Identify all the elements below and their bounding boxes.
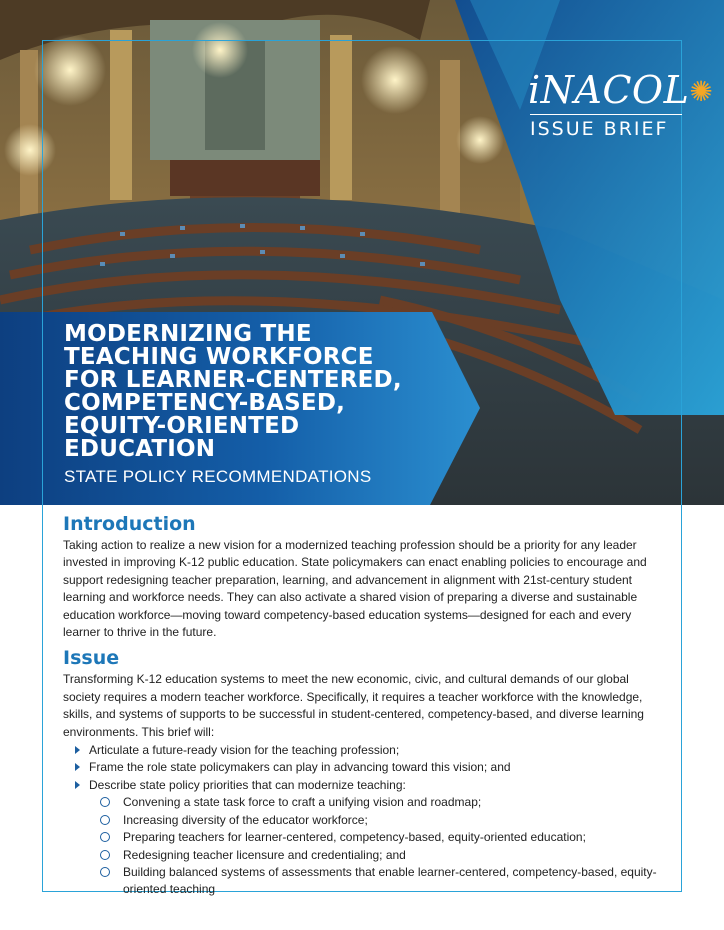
list-item-text: Building balanced systems of assessments that enable learner-centered, competency-based, equity-oriented teaching xyxy=(123,864,657,897)
list-item-text: Redesigning teacher licensure and credentialing; and xyxy=(123,847,406,862)
issue-section xyxy=(63,647,663,898)
issue-heading: Issue xyxy=(63,647,120,670)
triangle-bullet-icon xyxy=(75,781,80,789)
circle-bullet-icon xyxy=(100,797,110,807)
triangle-bullet-icon xyxy=(75,763,80,771)
issue-body: Transforming K-12 education systems to meet the new economic, civic, and cultural demands of our global society requires a modern teacher workforce. Specifically, it requires a teacher workforce with the knowledge, skills, and systems of supports to be successful in student-centered, competency-based, and diverse learning environments. This brief will: xyxy=(63,672,644,739)
policy-priority-list xyxy=(100,794,663,898)
list-item-text: Frame the role state policymakers can play in advancing toward this vision; and xyxy=(89,760,511,775)
title-line: COMPETENCY-BASED, xyxy=(64,390,346,416)
introduction-heading: Introduction xyxy=(63,513,196,535)
list-item xyxy=(100,847,663,864)
introduction-section xyxy=(63,513,663,641)
page-subtitle: STATE POLICY RECOMMENDATIONS xyxy=(64,467,372,486)
list-item xyxy=(100,812,663,829)
circle-bullet-icon xyxy=(100,815,110,825)
title-line: FOR LEARNER-CENTERED, xyxy=(64,367,402,393)
title-line: EDUCATION xyxy=(64,436,216,462)
list-item xyxy=(73,777,663,899)
list-item-text: Increasing diversity of the educator workforce; xyxy=(123,812,368,827)
brand-divider xyxy=(530,114,682,115)
circle-bullet-icon xyxy=(100,832,110,842)
list-item xyxy=(100,829,663,846)
issue-brief-label: ISSUE BRIEF xyxy=(530,118,669,140)
list-item xyxy=(100,864,663,899)
title-block xyxy=(64,323,444,487)
list-item-text: Articulate a future-ready vision for the teaching profession; xyxy=(89,743,400,758)
circle-bullet-icon xyxy=(100,850,110,860)
logo-text: iNACOL xyxy=(528,68,690,112)
triangle-bullet-icon xyxy=(75,746,80,754)
circle-bullet-icon xyxy=(100,867,110,877)
list-item-text: Describe state policy priorities that can modernize teaching: xyxy=(89,777,406,792)
inacol-logo xyxy=(528,68,714,112)
title-line: TEACHING WORKFORCE xyxy=(64,344,374,370)
sun-icon: ✺ xyxy=(689,75,714,108)
issue-bullet-list xyxy=(73,742,663,899)
main-content xyxy=(63,513,663,899)
title-line: MODERNIZING THE xyxy=(64,321,312,347)
list-item xyxy=(73,742,663,759)
list-item-text: Convening a state task force to craft a unifying vision and roadmap; xyxy=(123,795,482,810)
page-title xyxy=(64,323,444,461)
list-item xyxy=(73,759,663,776)
list-item-text: Preparing teachers for learner-centered, competency-based, equity-oriented education; xyxy=(123,830,586,845)
introduction-body: Taking action to realize a new vision for a modernized teaching profession should be a priority for any leader invested in improving K-12 public education. State policymakers can enact enabling policies to encourage and support redesigning teacher preparation, learning, and advancement in alignment with 21st-century student learning and workforce needs. They can also activate a shared vision of preparing a diverse and sustainable education workforce—moving toward competency-based education systems—designed for each and every learner to thrive in the future. xyxy=(63,538,647,640)
title-line: EQUITY-ORIENTED xyxy=(64,413,300,439)
brand-block xyxy=(528,68,714,140)
list-item xyxy=(100,794,663,811)
